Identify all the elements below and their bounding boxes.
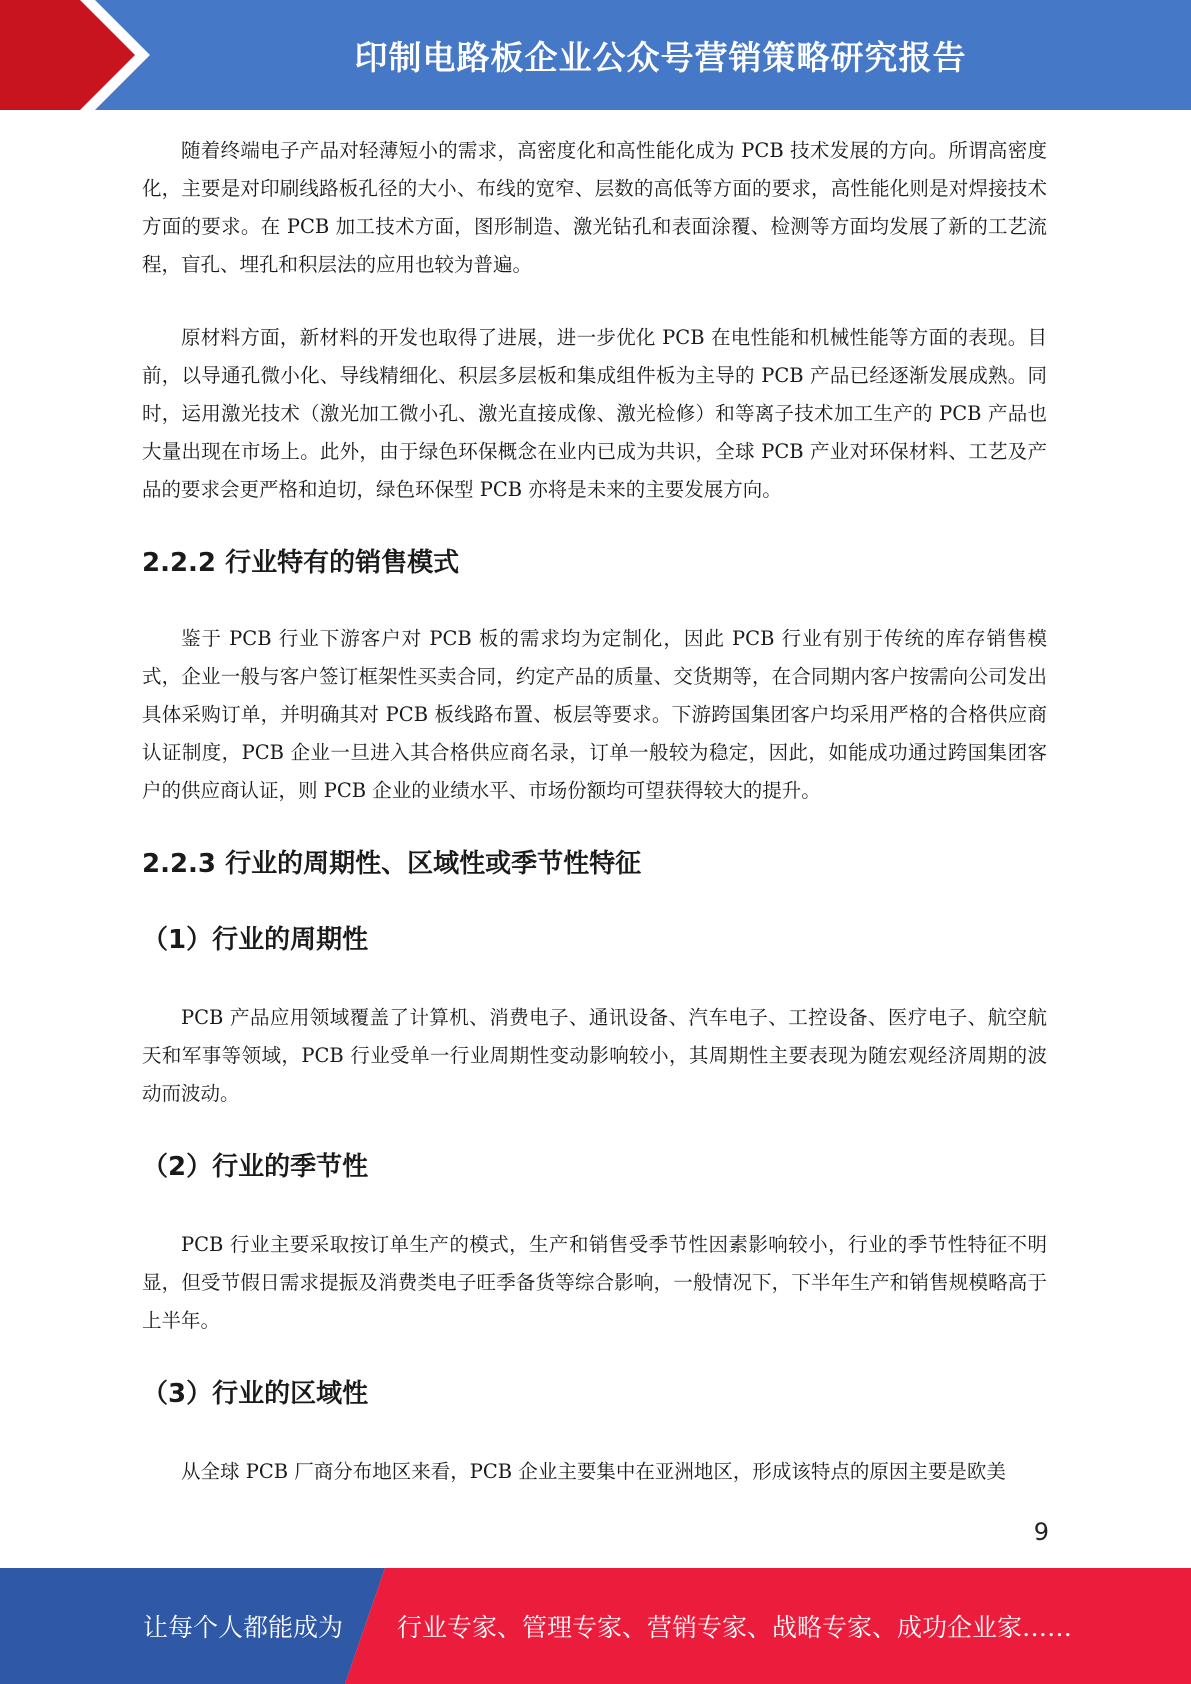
footer-slogan-right: 行业专家、管理专家、营销专家、战略专家、成功企业家…… — [397, 1613, 1073, 1642]
subsection-heading-regionality: （3）行业的区域性 — [142, 1379, 369, 1409]
page-header — [0, 0, 1191, 110]
section-heading-2-2-3: 2.2.3 行业的周期性、区域性或季节性特征 — [142, 849, 642, 879]
page-content — [142, 132, 1047, 1526]
paragraph: PCB 产品应用领域覆盖了计算机、消费电子、通讯设备、汽车电子、工控设备、医疗电子、航空航天和军事等领域，PCB 行业受单一行业周期性变动影响较小，其周期性主要表现为随宏观经济周期的波动而波动。 — [142, 1006, 1047, 1105]
arrow-decoration-icon — [0, 0, 160, 110]
paragraph: PCB 行业主要采取按订单生产的模式，生产和销售受季节性因素影响较小，行业的季节性特征不明显，但受节假日需求提振及消费类电子旺季备货等综合影响，一般情况下，下半年生产和销售规模略高于上半年。 — [142, 1233, 1047, 1332]
page-footer — [0, 1568, 1191, 1684]
red-arrow-shape — [0, 0, 150, 110]
paragraph: 随着终端电子产品对轻薄短小的需求，高密度化和高性能化成为 PCB 技术发展的方向。所谓高密度化，主要是对印刷线路板孔径的大小、布线的宽窄、层数的高低等方面的要求，高性能化则是对焊接技术方面的要求。在 PCB 加工技术方面，图形制造、激光钻孔和表面涂覆、检测等方面均发展了新的工艺流程，盲孔、埋孔和积层法的应用也较为普遍。 — [142, 139, 1047, 276]
subsection-heading-seasonality: （2）行业的季节性 — [142, 1152, 369, 1182]
paragraph: 从全球 PCB 厂商分布地区来看，PCB 企业主要集中在亚洲地区，形成该特点的原因主要是欧美 — [181, 1460, 1006, 1483]
document-title: 印制电路板企业公众号营销策略研究报告 — [354, 37, 967, 77]
page-number: 9 — [1033, 1518, 1049, 1546]
section-heading-2-2-2: 2.2.2 行业特有的销售模式 — [142, 548, 460, 578]
subsection-heading-cyclicality: （1）行业的周期性 — [142, 925, 369, 955]
paragraph: 鉴于 PCB 行业下游客户对 PCB 板的需求均为定制化，因此 PCB 行业有别于传统的库存销售模式，企业一般与客户签订框架性买卖合同，约定产品的质量、交货期等，在合同期内客户按需向公司发出具体采购订单，并明确其对 PCB 板线路布置、板层等要求。下游跨国集团客户均采用严格的合格供应商认证制度，PCB 企业一旦进入其合格供应商名录，订单一般较为稳定，因此，如能成功通过跨国集团客户的供应商认证，则 PCB 企业的业绩水平、市场份额均可望获得较大的提升。 — [142, 627, 1047, 802]
footer-slogan-left: 让每个人都能成为 — [143, 1613, 344, 1642]
paragraph: 原材料方面，新材料的开发也取得了进展，进一步优化 PCB 在电性能和机械性能等方面的表现。目前，以导通孔微小化、导线精细化、积层多层板和集成组件板为主导的 PCB 产品已经逐渐发展成熟。同时，运用激光技术（激光加工微小孔、激光直接成像、激光检修）和等离子技术加工生产的 PCB 产品也大量出现在市场上。此外，由于绿色环保概念在业内已成为共识，全球 PCB 产业对环保材料、工艺及产品的要求会更严格和迫切，绿色环保型 PCB 亦将是未来的主要发展方向。 — [142, 326, 1047, 501]
